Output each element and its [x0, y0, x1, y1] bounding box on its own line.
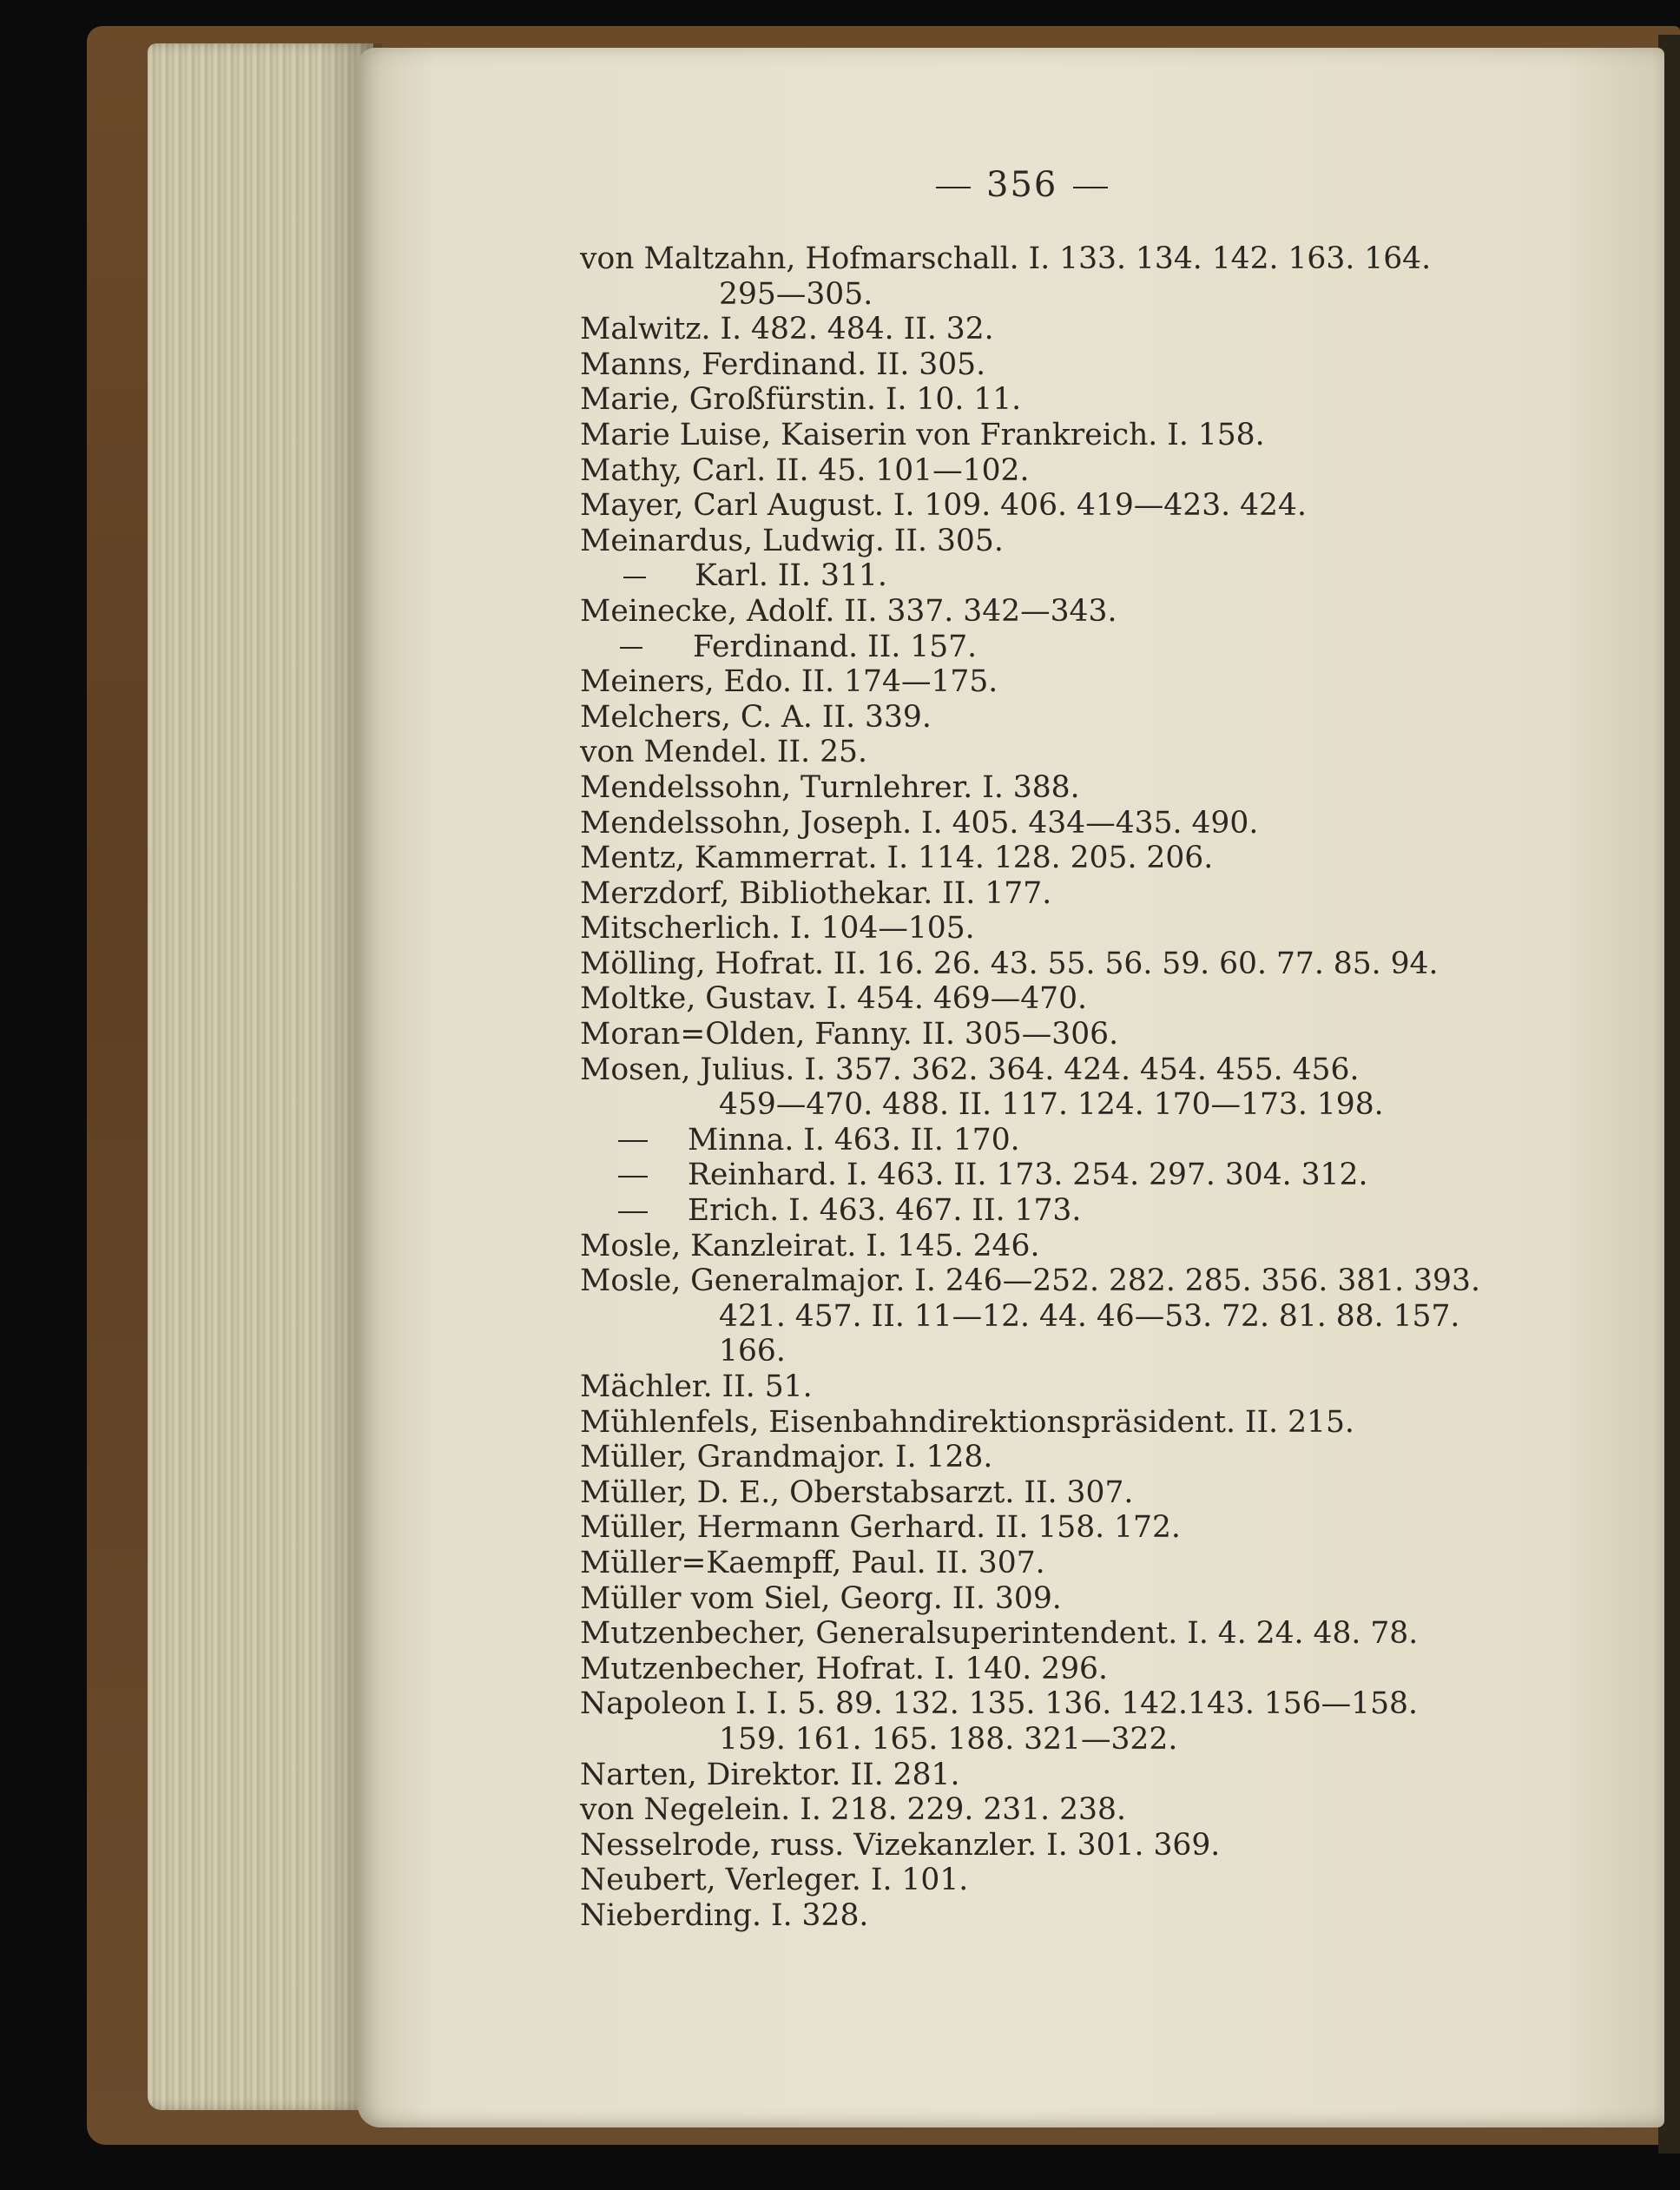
ditto-dash — [618, 1140, 648, 1142]
index-entry-text: Moltke, Gustav. I. 454. 469—470. — [580, 981, 1088, 1017]
index-entry-text: Müller=Kaempff, Paul. II. 307. — [580, 1545, 1045, 1580]
index-entry-text: Ferdinand. II. 157. — [693, 629, 978, 664]
index-entry — [580, 1017, 1535, 1052]
index-entry-text: Mühlenfels, Eisenbahndirektionspräsident. II. 215. — [580, 1404, 1354, 1440]
index-entry — [580, 1581, 1535, 1617]
index-entry — [580, 1898, 1535, 1934]
index-entry-text: Mendelssohn, Joseph. I. 405. 434—435. 490. — [580, 805, 1259, 841]
index-entry-text: Mosen, Julius. I. 357. 362. 364. 424. 454. 455. 456. — [580, 1052, 1360, 1087]
index-entry-text: Malwitz. I. 482. 484. II. 32. — [580, 312, 994, 347]
index-entry — [580, 1792, 1535, 1828]
index-entry — [580, 524, 1535, 559]
index-entry — [580, 1334, 1535, 1369]
index-entry-text: Marie Luise, Kaiserin von Frankreich. I. 158. — [580, 417, 1265, 452]
index-entry — [580, 1686, 1535, 1722]
index-entry — [580, 347, 1535, 383]
index-entry — [580, 1158, 1535, 1193]
index-entry-text: Mächler. II. 51. — [580, 1369, 813, 1404]
index-entry-text: Reinhard. I. 463. II. 173. 254. 297. 304. 312. — [688, 1158, 1368, 1193]
index-entry — [580, 277, 1535, 313]
index-entry — [580, 488, 1535, 524]
index-entry-text: Manns, Ferdinand. II. 305. — [580, 346, 986, 382]
page-number-dash-right — [1073, 187, 1108, 188]
index-entry — [580, 1616, 1535, 1652]
index-entry-text: Mutzenbecher, Hofrat. I. 140. 296. — [580, 1651, 1108, 1686]
index-entry-text: Marie, Großfürstin. I. 10. 11. — [580, 382, 1022, 418]
index-entry — [580, 911, 1535, 947]
index-entry — [580, 1052, 1535, 1088]
index-entry — [580, 700, 1535, 735]
index-entry — [580, 453, 1535, 489]
index-entry-text: Müller, Grandmajor. I. 128. — [580, 1440, 993, 1475]
page-number-value: 356 — [986, 165, 1058, 205]
index-entry-text: 459—470. 488. II. 117. 124. 170—173. 198. — [719, 1087, 1384, 1123]
index-entry — [580, 876, 1535, 912]
ditto-dash — [620, 647, 642, 649]
index-entry-text: Mosle, Generalmajor. I. 246—252. 282. 285. 356. 381. 393. — [580, 1263, 1480, 1299]
index-entry-text: Meiners, Edo. II. 174—175. — [580, 664, 998, 700]
index-entry — [580, 241, 1535, 277]
index-entry — [580, 1087, 1535, 1123]
index-entry — [580, 1123, 1535, 1158]
index-entry — [580, 1229, 1535, 1264]
index-entry-text: Mölling, Hofrat. II. 16. 26. 43. 55. 56. 59. 60. 77. 85. 94. — [580, 946, 1439, 981]
index-entry-text: Moran=Olden, Fanny. II. 305—306. — [580, 1017, 1119, 1052]
index-entry — [580, 841, 1535, 876]
index-entry — [580, 1863, 1535, 1898]
index-entry — [580, 1369, 1535, 1405]
index-entry-text: von Negelein. I. 218. 229. 231. 238. — [580, 1792, 1126, 1828]
ditto-dash — [623, 577, 646, 578]
index-entry — [580, 630, 1535, 665]
index-entry — [580, 1652, 1535, 1687]
index-entry-text: Neubert, Verleger. I. 101. — [580, 1863, 969, 1898]
index-entry — [580, 981, 1535, 1017]
index-entry-text: 166. — [719, 1334, 786, 1369]
index-entry-text: Nesselrode, russ. Vizekanzler. I. 301. 369. — [580, 1827, 1221, 1863]
index-entry-text: Mendelssohn, Turnlehrer. I. 388. — [580, 769, 1080, 805]
index-entry-text: Mosle, Kanzleirat. I. 145. 246. — [580, 1228, 1040, 1263]
index-entry-text: Minna. I. 463. II. 170. — [688, 1122, 1020, 1158]
index-entry — [580, 1828, 1535, 1863]
index-entry — [580, 1722, 1535, 1758]
index-entry — [580, 594, 1535, 630]
index-entry-text: Mayer, Carl August. I. 109. 406. 419—423. 424. — [580, 488, 1307, 524]
index-entry — [580, 1440, 1535, 1475]
index-entry-text: Erich. I. 463. 467. II. 173. — [688, 1193, 1082, 1229]
index-entry-text: 159. 161. 165. 188. 321—322. — [719, 1721, 1178, 1757]
index-entry-text: 421. 457. II. 11—12. 44. 46—53. 72. 81. 88. 157. — [719, 1298, 1460, 1334]
index-entry-text: Nieberding. I. 328. — [580, 1897, 869, 1933]
index-entry-text: Müller vom Siel, Georg. II. 309. — [580, 1580, 1062, 1616]
index-entry — [580, 418, 1535, 453]
index-entry — [580, 806, 1535, 841]
index-entry-text: Melchers, C. A. II. 339. — [580, 699, 932, 735]
index-entry-text: Meinardus, Ludwig. II. 305. — [580, 523, 1004, 558]
index-entry — [580, 1263, 1535, 1299]
index-entry-text: Napoleon I. I. 5. 89. 132. 135. 136. 142.143. 156—158. — [580, 1686, 1418, 1722]
index-entry-text: Mitscherlich. I. 104—105. — [580, 911, 975, 947]
index-entry-text: Merzdorf, Bibliothekar. II. 177. — [580, 875, 1052, 911]
index-entry-text: Karl. II. 311. — [695, 558, 887, 594]
ditto-dash — [618, 1176, 648, 1177]
index-entry — [580, 382, 1535, 418]
index-entry — [580, 1546, 1535, 1581]
index-entry — [580, 312, 1535, 347]
index-entry — [580, 664, 1535, 700]
index-entry — [580, 1193, 1535, 1229]
index-entry — [580, 1475, 1535, 1511]
index-entry — [580, 770, 1535, 806]
index-entry-text: Mutzenbecher, Generalsuperintendent. I. 4. 24. 48. 78. — [580, 1616, 1419, 1652]
index-entry-text: 295—305. — [719, 276, 873, 312]
index-entry-text: Müller, Hermann Gerhard. II. 158. 172. — [580, 1510, 1181, 1546]
index-entry-text: Mentz, Kammerrat. I. 114. 128. 205. 206. — [580, 841, 1214, 876]
index-entry-text: Meinecke, Adolf. II. 337. 342—343. — [580, 593, 1117, 629]
page-number-dash-left — [936, 187, 971, 188]
index-entry-text: von Maltzahn, Hofmarschall. I. 133. 134. 142. 163. 164. — [580, 241, 1432, 276]
index-entry — [580, 735, 1535, 770]
page-number — [920, 165, 1181, 205]
ditto-dash — [618, 1211, 648, 1213]
index-entry-text: Mathy, Carl. II. 45. 101—102. — [580, 452, 1030, 488]
index-entry-text: Narten, Direktor. II. 281. — [580, 1757, 960, 1792]
index-entry — [580, 1758, 1535, 1793]
index-entry — [580, 947, 1535, 982]
index-entry — [580, 1299, 1535, 1335]
index-entry — [580, 1510, 1535, 1546]
index-entry — [580, 558, 1535, 594]
name-index-list — [580, 241, 1535, 1934]
index-entry-text: Müller, D. E., Oberstabsarzt. II. 307. — [580, 1474, 1134, 1510]
index-entry — [580, 1405, 1535, 1441]
index-entry-text: von Mendel. II. 25. — [580, 735, 867, 770]
